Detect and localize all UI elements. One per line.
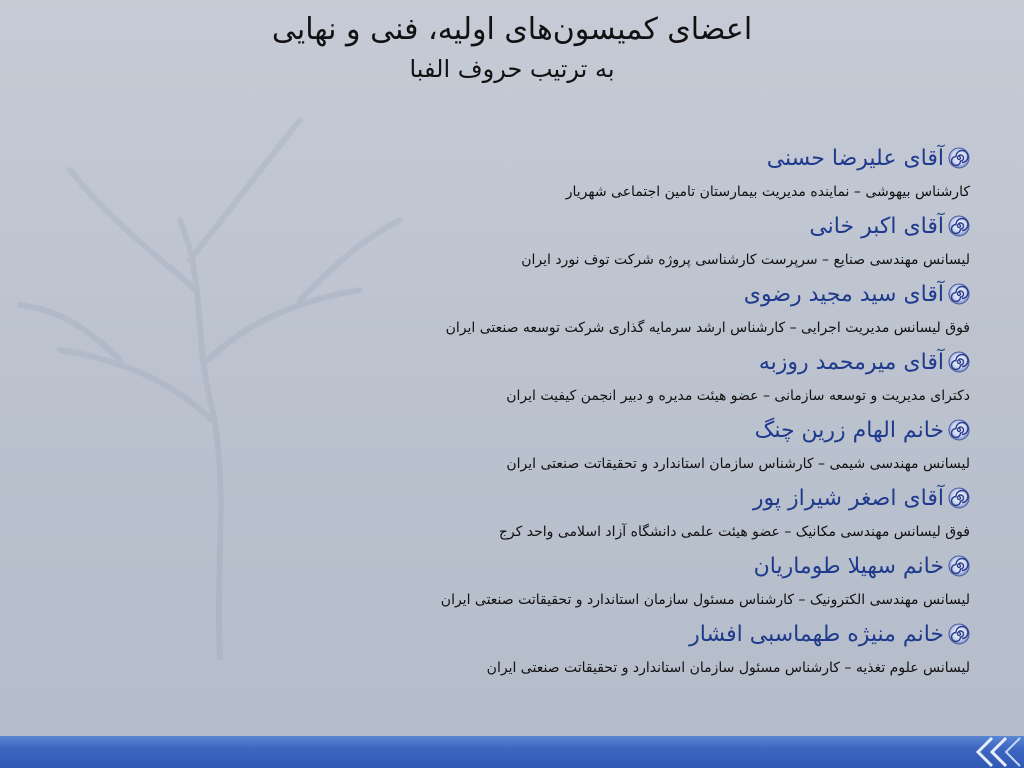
spiral-bullet-icon <box>948 419 970 441</box>
member-entry <box>270 616 970 684</box>
spiral-bullet-icon <box>948 215 970 237</box>
member-name: آقای اصغر شیراز پور <box>752 485 944 511</box>
member-name-row <box>270 616 970 652</box>
slide-subtitle: به ترتیب حروف الفبا <box>409 55 615 83</box>
member-name-row <box>270 480 970 516</box>
member-name-row <box>270 412 970 448</box>
spiral-bullet-icon <box>948 147 970 169</box>
member-entry <box>270 140 970 208</box>
member-name-row <box>270 344 970 380</box>
member-list <box>270 140 970 684</box>
spiral-bullet-icon <box>948 623 970 645</box>
member-name-row <box>270 276 970 312</box>
member-description: لیسانس علوم تغذیه – کارشناس مسئول سازمان استاندارد و تحقیقاتت صنعتی ایران <box>486 660 970 676</box>
member-name-row <box>270 140 970 176</box>
member-description: کارشناس بیهوشی – نماینده مدیریت بیمارستان تامین اجتماعی شهریار <box>565 184 970 200</box>
member-name: آقای میرمحمد روزبه <box>758 349 944 375</box>
member-name: خانم الهام زرین چنگ <box>754 417 944 443</box>
member-name: خانم سهیلا طوماریان <box>753 553 944 579</box>
member-description: لیسانس مهندسی صنایع – سرپرست کارشناسی پروژه شرکت توف نورد ایران <box>521 252 970 268</box>
member-description: لیسانس مهندسی الکترونیک – کارشناس مسئول سازمان استاندارد و تحقیقاتت صنعتی ایران <box>440 592 970 608</box>
spiral-bullet-icon <box>948 555 970 577</box>
member-name-row <box>270 208 970 244</box>
member-entry <box>270 548 970 616</box>
spiral-bullet-icon <box>948 487 970 509</box>
member-name: آقای سید مجید رضوی <box>743 281 944 307</box>
member-name-row <box>270 548 970 584</box>
member-entry <box>270 208 970 276</box>
title-block <box>0 8 1024 86</box>
member-entry <box>270 344 970 412</box>
member-description: فوق لیسانس مهندسی مکانیک – عضو هیئت علمی دانشگاه آزاد اسلامی واحد کرج <box>498 524 970 540</box>
member-name: آقای اکبر خانی <box>809 213 944 239</box>
member-name: خانم منیژه طهماسبی افشار <box>689 621 944 647</box>
spiral-bullet-icon <box>948 283 970 305</box>
member-description: دکترای مدیریت و توسعه سازمانی – عضو هیئت مدیره و دبیر انجمن کیفیت ایران <box>506 388 970 404</box>
member-entry <box>270 480 970 548</box>
member-description: لیسانس مهندسی شیمی – کارشناس سازمان استاندارد و تحقیقاتت صنعتی ایران <box>506 456 970 472</box>
member-entry <box>270 412 970 480</box>
member-description: فوق لیسانس مدیریت اجرایی – کارشناس ارشد سرمایه گذاری شرکت توسعه صنعتی ایران <box>445 320 970 336</box>
bottom-bar <box>0 736 1024 768</box>
spiral-bullet-icon <box>948 351 970 373</box>
member-name: آقای علیرضا حسنی <box>766 145 944 171</box>
double-chevron-icon <box>964 736 1024 768</box>
slide-title: اعضای کمیسون‌های اولیه، فنی و نهایی <box>271 12 753 47</box>
member-entry <box>270 276 970 344</box>
